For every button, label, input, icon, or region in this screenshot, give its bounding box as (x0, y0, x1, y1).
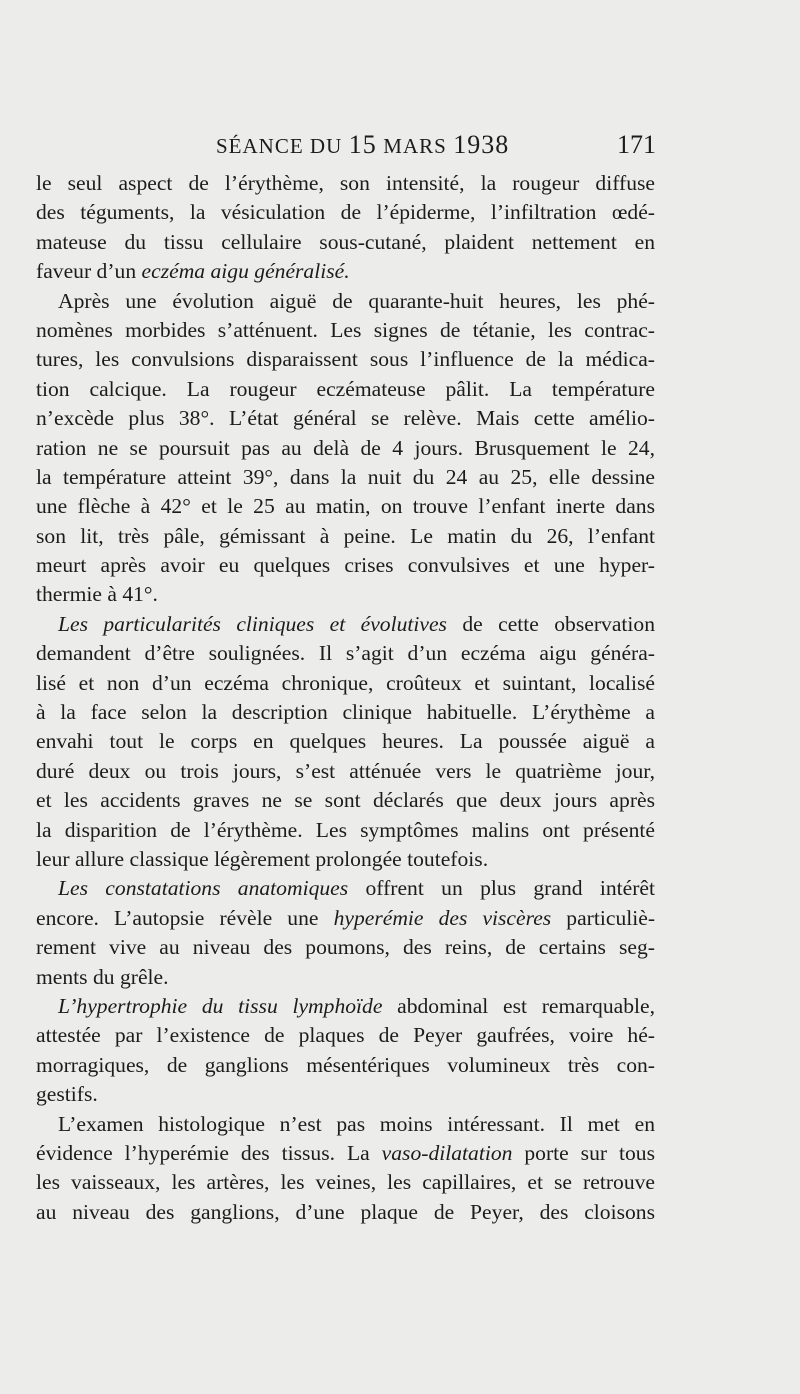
text-segment: gestifs. (36, 1082, 98, 1107)
text-segment: ments du grêle. (36, 964, 169, 989)
text-segment: à la face selon la description clinique habituelle. L’érythème a (36, 700, 655, 725)
text-line (36, 1110, 655, 1139)
text-segment: morragiques, de ganglions mésentériques volumineux très con- (36, 1052, 655, 1077)
text-line (36, 845, 655, 874)
text-segment: envahi tout le corps en quelques heures. La poussée aiguë a (36, 729, 655, 754)
text-segment: meurt après avoir eu quelques crises convulsives et une hyper- (36, 553, 655, 578)
page-header (36, 126, 656, 166)
text-line (36, 228, 655, 257)
text-line (36, 698, 655, 727)
running-head-month: MARS (383, 134, 447, 158)
text-line (36, 551, 655, 580)
italic-text: Les particularités cliniques et évolutives (58, 611, 447, 636)
text-line (36, 404, 655, 433)
text-segment: évidence l’hyperémie des tissus. La (36, 1140, 382, 1165)
text-line (36, 1168, 655, 1197)
text-line (36, 992, 655, 1021)
text-segment: le seul aspect de l’érythème, son intensité, la rougeur diffuse (36, 171, 655, 195)
running-head-day: 15 (348, 130, 377, 159)
text-line (36, 933, 655, 962)
body-text (36, 169, 655, 1227)
text-segment: porte sur tous (512, 1140, 655, 1165)
italic-text: hyperémie des viscères (333, 905, 552, 930)
text-line (36, 816, 655, 845)
text-line (36, 463, 655, 492)
text-line (36, 169, 655, 198)
text-segment: particuliè- (551, 905, 655, 930)
text-line (36, 287, 655, 316)
text-line (36, 874, 655, 903)
text-line (36, 492, 655, 521)
text-segment: la disparition de l’érythème. Les symptômes malins ont présenté (36, 817, 655, 842)
text-segment: nomènes morbides s’atténuent. Les signes de tétanie, les contrac- (36, 317, 655, 342)
text-line (36, 345, 655, 374)
text-segment: abdominal est remarquable, (382, 993, 655, 1018)
text-segment: duré deux ou trois jours, s’est atténuée vers le quatrième jour, (36, 758, 655, 783)
text-line (36, 786, 655, 815)
text-segment: son lit, très pâle, gémissant à peine. Le matin du 26, l’enfant (36, 523, 655, 548)
text-line (36, 1080, 655, 1109)
text-line (36, 375, 655, 404)
text-line (36, 198, 655, 227)
italic-text: L’hypertrophie du tissu lymphoïde (58, 993, 383, 1018)
text-line (36, 669, 655, 698)
text-segment: demandent d’être soulignées. Il s’agit d’un eczéma aigu généra- (36, 641, 655, 666)
running-head-year: 1938 (453, 130, 510, 159)
text-segment: mateuse du tissu cellulaire sous-cutané, plaident nettement en (36, 229, 655, 254)
text-line (36, 904, 655, 933)
text-segment: lisé et non d’un eczéma chronique, croûteux et suintant, localisé (36, 670, 655, 695)
text-segment: L’examen histologique n’est pas moins intéressant. Il met en (58, 1111, 655, 1136)
text-line (36, 257, 655, 286)
text-line (36, 434, 655, 463)
text-segment: tion calcique. La rougeur eczémateuse pâlit. La température (36, 376, 655, 401)
text-line (36, 580, 655, 609)
text-segment: au niveau des ganglions, d’une plaque de Peyer, des cloisons (36, 1199, 655, 1224)
text-segment: offrent un plus grand intérêt (348, 876, 655, 901)
italic-text: eczéma aigu généralisé. (141, 259, 350, 284)
text-segment: la température atteint 39°, dans la nuit du 24 au 25, elle dessine (36, 464, 655, 489)
text-segment: attestée par l’existence de plaques de Peyer gaufrées, voire hé- (36, 1023, 655, 1048)
text-segment: encore. L’autopsie révèle une (36, 905, 334, 930)
running-head-pre: SÉANCE DU (216, 134, 343, 158)
text-segment: les vaisseaux, les artères, les veines, les capillaires, et se retrouve (36, 1170, 655, 1195)
page-number: 171 (617, 130, 656, 159)
text-line (36, 1198, 655, 1227)
text-line (36, 316, 655, 345)
running-head (216, 130, 509, 160)
text-line (36, 1021, 655, 1050)
text-line (36, 1051, 655, 1080)
text-segment: une flèche à 42° et le 25 au matin, on trouve l’enfant inerte dans (36, 494, 655, 519)
text-segment: ration ne se poursuit pas au delà de 4 jours. Brusquement le 24, (36, 435, 655, 460)
italic-text: vaso-dilatation (381, 1140, 513, 1165)
text-segment: n’excède plus 38°. L’état général se relève. Mais cette amélio- (36, 406, 655, 431)
text-line (36, 639, 655, 668)
italic-text: Les constatations anatomiques (58, 876, 349, 901)
text-segment: leur allure classique légèrement prolongée toutefois. (36, 846, 489, 871)
text-segment: des téguments, la vésiculation de l’épiderme, l’infiltration œdé- (36, 200, 655, 225)
text-segment: Après une évolution aiguë de quarante-huit heures, les phé- (58, 288, 655, 313)
text-line (36, 757, 655, 786)
text-segment: de cette observation (446, 611, 655, 636)
text-segment: tures, les convulsions disparaissent sous l’influence de la médica- (36, 347, 655, 372)
text-segment: rement vive au niveau des poumons, des reins, de certains seg- (36, 935, 655, 960)
text-segment: et les accidents graves ne se sont déclarés que deux jours après (36, 788, 655, 813)
text-segment: thermie à 41°. (36, 582, 158, 607)
text-line (36, 727, 655, 756)
text-line (36, 610, 655, 639)
text-segment: faveur d’un (36, 259, 142, 284)
text-line (36, 963, 655, 992)
text-line (36, 1139, 655, 1168)
text-line (36, 522, 655, 551)
